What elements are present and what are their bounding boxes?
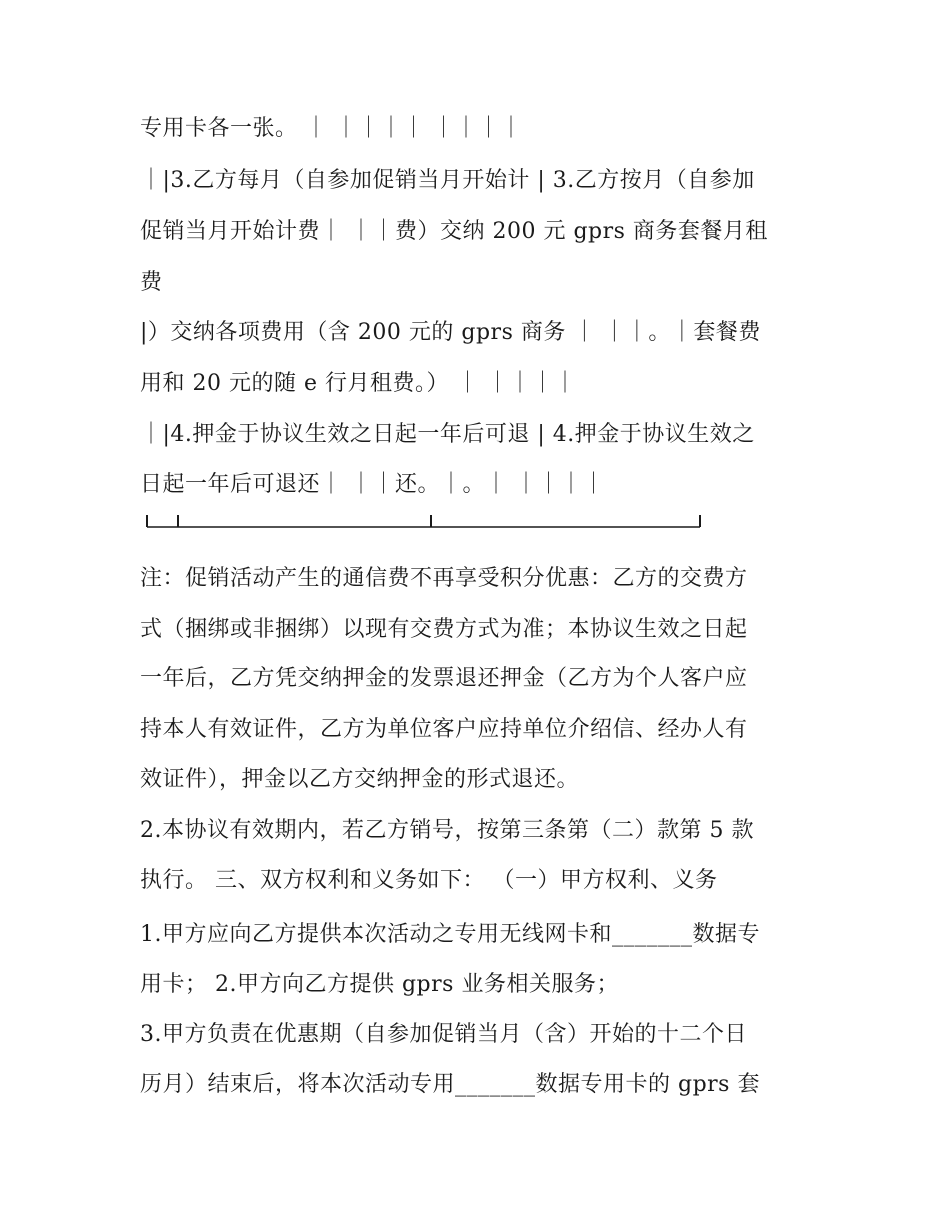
text-line: ｜|4.押金于协议生效之日起一年后可退 | 4.押金于协议生效之 bbox=[140, 422, 755, 447]
text-line: 专用卡各一张。 ｜ ｜｜｜｜ ｜｜｜｜ bbox=[140, 116, 523, 141]
text-line: 式（捆绑或非捆绑）以现有交费方式为准；本协议生效之日起 bbox=[140, 617, 748, 642]
text-line: 日起一年后可退还｜ ｜｜还。｜。｜ ｜｜｜｜ bbox=[140, 472, 605, 497]
text-line: 一年后，乙方凭交纳押金的发票退还押金（乙方为个人客户应 bbox=[140, 666, 748, 691]
text-line: ｜|3.乙方每月（自参加促销当月开始计 | 3.乙方按月（自参加 bbox=[140, 168, 755, 193]
text-line: 2.本协议有效期内，若乙方销号，按第三条第（二）款第 5 款 bbox=[140, 818, 754, 843]
text-line: 促销当月开始计费｜ ｜｜费）交纳 200 元 gprs 商务套餐月租 bbox=[140, 219, 768, 244]
text-line: 执行。 三、双方权利和义务如下： （一）甲方权利、义务 bbox=[140, 868, 718, 893]
text-line: 注：促销活动产生的通信费不再享受积分优惠：乙方的交费方 bbox=[140, 566, 748, 591]
text-line: 效证件），押金以乙方交纳押金的形式退还。 bbox=[140, 767, 580, 792]
text-line: 用卡； 2.甲方向乙方提供 gprs 业务相关服务； bbox=[140, 972, 619, 997]
text-line: 用和 20 元的随 e 行月租费。） ｜ ｜｜｜｜ bbox=[140, 371, 577, 396]
text-line: 历月）结束后，将本次活动专用_______数据专用卡的 gprs 套 bbox=[140, 1072, 760, 1097]
text-line: 3.甲方负责在优惠期（自参加促销当月（含）开始的十二个日 bbox=[140, 1022, 747, 1047]
text-line: 持本人有效证件，乙方为单位客户应持单位介绍信、经办人有 bbox=[140, 717, 748, 742]
text-line: 1.甲方应向乙方提供本次活动之专用无线网卡和_______数据专 bbox=[140, 922, 760, 947]
text-line: 费 bbox=[140, 270, 163, 295]
table-bottom-border bbox=[146, 513, 702, 529]
text-line: |）交纳各项费用（含 200 元的 gprs 商务 ｜ ｜｜。｜套餐费 bbox=[140, 320, 761, 345]
